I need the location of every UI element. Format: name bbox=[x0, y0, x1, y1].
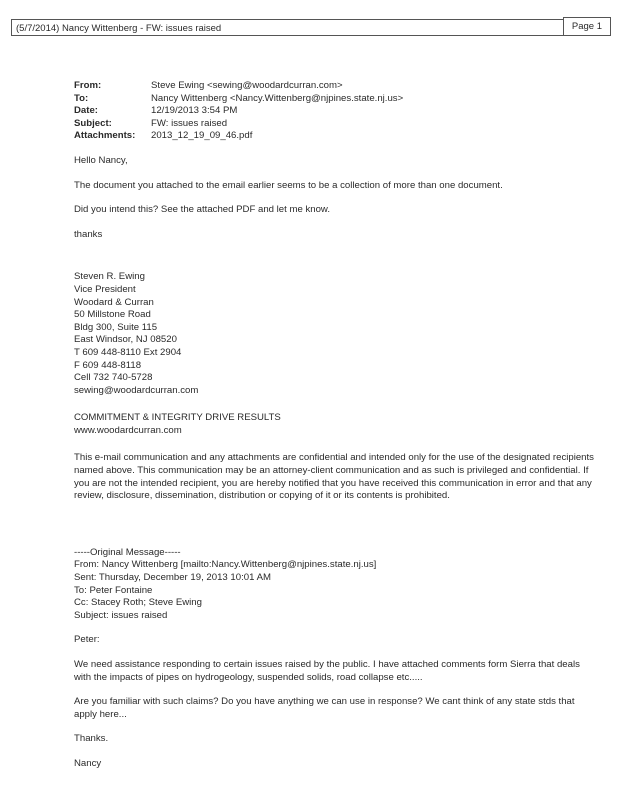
signature-line: Vice President bbox=[74, 283, 136, 295]
signature-line: F 609 448-8118 bbox=[74, 359, 142, 371]
header-value: FW: issues raised bbox=[151, 117, 228, 129]
original-subject: Subject: issues raised bbox=[74, 609, 168, 621]
original-message bbox=[74, 547, 604, 623]
signature-line: Cell 732 740-5728 bbox=[74, 372, 153, 384]
attachment-name: 2013_12_19_09_46.pdf bbox=[151, 130, 253, 142]
header-key: From: bbox=[74, 80, 102, 91]
original-sender-name: Nancy bbox=[74, 757, 102, 769]
original-paragraph: We need assistance responding to certain issues raised by the public. I have attached comments form Sierra that deals with the impacts of pipes on hydrogeology, suspended solids, road collapse etc..... bbox=[74, 659, 580, 683]
original-to: To: Peter Fontaine bbox=[74, 584, 153, 596]
page-number-box: Page 1 bbox=[563, 17, 611, 36]
company-website: www.woodardcurran.com bbox=[74, 424, 182, 436]
signature-line: T 609 448-8110 Ext 2904 bbox=[74, 346, 182, 358]
closing: thanks bbox=[74, 228, 103, 240]
original-paragraph: Are you familiar with such claims? Do you have anything we can use in response? We cant think of any state stds that apply here... bbox=[74, 696, 575, 720]
confidentiality-notice: This e-mail communication and any attachments are confidential and intended only for the use of the designated recipients named above. This communication may be an attorney-client communication and as such is privileged and confidential. If you are not the intended recipient, you are hereby notified that you have received this communication in error and that any review, disclosure, dissemination, distribution or copying of it or its contents is prohibited. bbox=[74, 452, 594, 502]
signature-email: sewing@woodardcurran.com bbox=[74, 384, 199, 396]
print-header-title: (5/7/2014) Nancy Wittenberg - FW: issues raised bbox=[16, 23, 222, 34]
signature-block bbox=[74, 271, 604, 397]
header-key: Subject: bbox=[74, 117, 112, 129]
original-from: From: Nancy Wittenberg [mailto:Nancy.Wittenberg@njpines.state.nj.us] bbox=[74, 559, 377, 571]
signature-line: East Windsor, NJ 08520 bbox=[74, 334, 177, 346]
email-headers bbox=[74, 80, 403, 143]
original-message-marker: -----Original Message----- bbox=[74, 546, 181, 558]
print-header-bar bbox=[11, 19, 611, 36]
email-content bbox=[74, 80, 604, 771]
header-row-date bbox=[74, 105, 403, 118]
signature-line: Woodard & Curran bbox=[74, 296, 154, 308]
header-value: Steve Ewing <sewing@woodardcurran.com> bbox=[151, 80, 343, 91]
signature-line: Bldg 300, Suite 115 bbox=[74, 321, 158, 333]
header-row-from bbox=[74, 80, 403, 93]
header-row-attachments bbox=[74, 130, 403, 143]
header-value: Nancy Wittenberg <Nancy.Wittenberg@njpines.state.nj.us> bbox=[151, 92, 404, 104]
greeting: Hello Nancy, bbox=[74, 154, 128, 166]
signature-line: Steven R. Ewing bbox=[74, 271, 145, 283]
header-key: Date: bbox=[74, 105, 98, 117]
body-paragraph: The document you attached to the email earlier seems to be a collection of more than one document. bbox=[74, 179, 503, 191]
header-value: 12/19/2013 3:54 PM bbox=[151, 105, 238, 117]
header-key: Attachments: bbox=[74, 130, 136, 142]
header-key: To: bbox=[74, 92, 89, 104]
original-greeting: Peter: bbox=[74, 634, 100, 646]
company-motto: COMMITMENT & INTEGRITY DRIVE RESULTS bbox=[74, 412, 281, 424]
signature-line: 50 Millstone Road bbox=[74, 309, 151, 321]
header-row-subject bbox=[74, 118, 403, 131]
original-cc: Cc: Stacey Roth; Steve Ewing bbox=[74, 597, 202, 609]
body-paragraph: Did you intend this? See the attached PDF and let me know. bbox=[74, 204, 330, 216]
original-thanks: Thanks. bbox=[74, 733, 109, 745]
original-sent: Sent: Thursday, December 19, 2013 10:01 AM bbox=[74, 572, 271, 584]
header-row-to bbox=[74, 93, 403, 106]
